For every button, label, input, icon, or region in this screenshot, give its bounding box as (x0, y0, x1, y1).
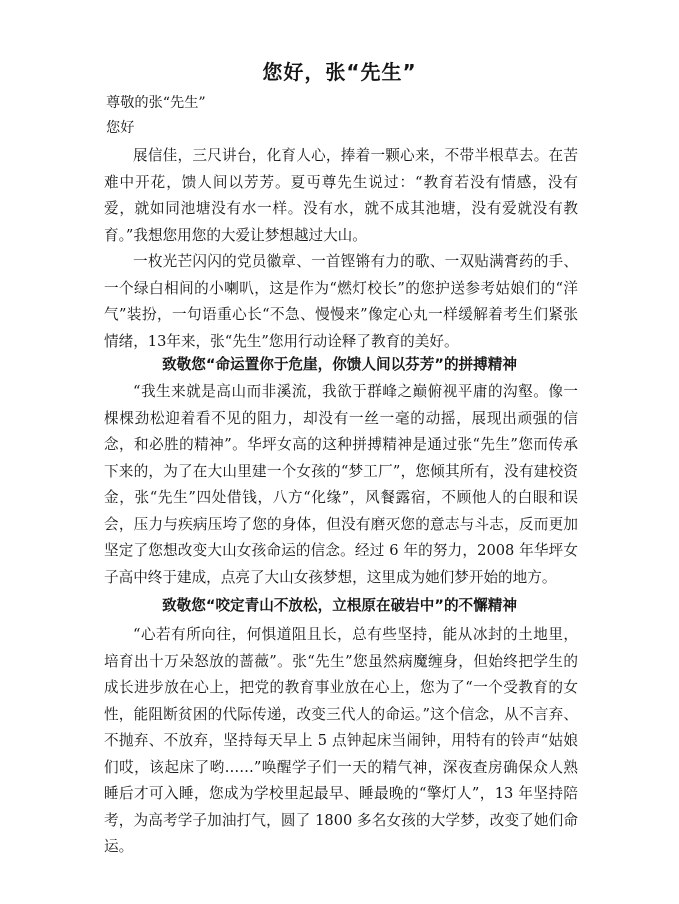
document-title: 您好，张“先生” (262, 60, 417, 84)
paragraph-badge: 一枚光芒闪闪的党员徽章、一首铿锵有力的歌、一双贴满膏药的手、一个绿白相间的小喇叭，这是作为“燃灯校长”的您护送参考姑娘们的“洋气”装扮，一句语重心长“不急、慢慢来”像定心丸一样缓解着考生们紧张情绪，13年来，张“先生”您用行动诠释了教育的美好。 (104, 253, 578, 350)
greeting: 您好 (106, 120, 135, 136)
paragraph-opening: 展信佳，三尺讲台，化育人心，捧着一颗心来，不带半根草去。在苦难中开花，馈人间以芳芳。夏丏尊先生说过：“教育若没有情感，没有爱，就如同池塘没有水一样。没有水，就不成其池塘，没有爱就没有教育。”我想您用您的大爱让梦想越过大山。 (104, 147, 578, 244)
paragraph-striving-spirit: “我生来就是高山而非溪流，我欲于群峰之巅俯视平庸的沟壑。像一棵棵劲松迎着看不见的阻力，却没有一丝一毫的动摇，展现出顽强的信念，和必胜的精神”。华坪女高的这种拼搏精神是通过张“先生”您而传承下来的，为了在大山里建一个女孩的“梦工厂”，您倾其所有，没有建校资金，张“先生”四处借钱，八方“化缘”，风餐露宿，不顾他人的白眼和误会，压力与疾病压垮了您的身体，但没有磨灭您的意志与斗志，反而更加坚定了您想改变大山女孩命运的信念。经过 6 年的努力，2008 年华坪女子高中终于建成，点亮了大山女孩梦想，这里成为她们梦开始的地方。 (104, 383, 578, 586)
section-heading-perseverance-spirit: 致敬您“咬定青山不放松，立根原在破岩中”的不懈精神 (162, 597, 517, 614)
section-heading-striving-spirit: 致敬您“命运置你于危崖，你馈人间以芬芳”的拼搏精神 (162, 356, 517, 373)
salutation: 尊敬的张“先生” (106, 95, 206, 111)
paragraph-perseverance-spirit: “心若有所向往，何惧道阻且长，总有些坚持，能从冰封的土地里，培育出十万朵怒放的蔷薇”。张“先生”您虽然病魔缠身，但始终把学生的成长进步放在心上，把党的教育事业放在心上，您为了“一个受教育的女性，能阻断贫困的代际传递，改变三代人的命运。”这个信念，从不言弃、不抛弃、不放弃，坚持每天早上 5 点钟起床当闹钟，用特有的铃声“姑娘们哎，该起床了哟……”唤醒学子们一天的精气神，深夜查房确保众人熟睡后才可入睡，您成为学校里起最早、睡最晚的“擎灯人”，13 年坚持陪考，为高考学子加油打气，圆了 1800 多名女孩的大学梦，改变了她们命运。 (104, 626, 578, 855)
